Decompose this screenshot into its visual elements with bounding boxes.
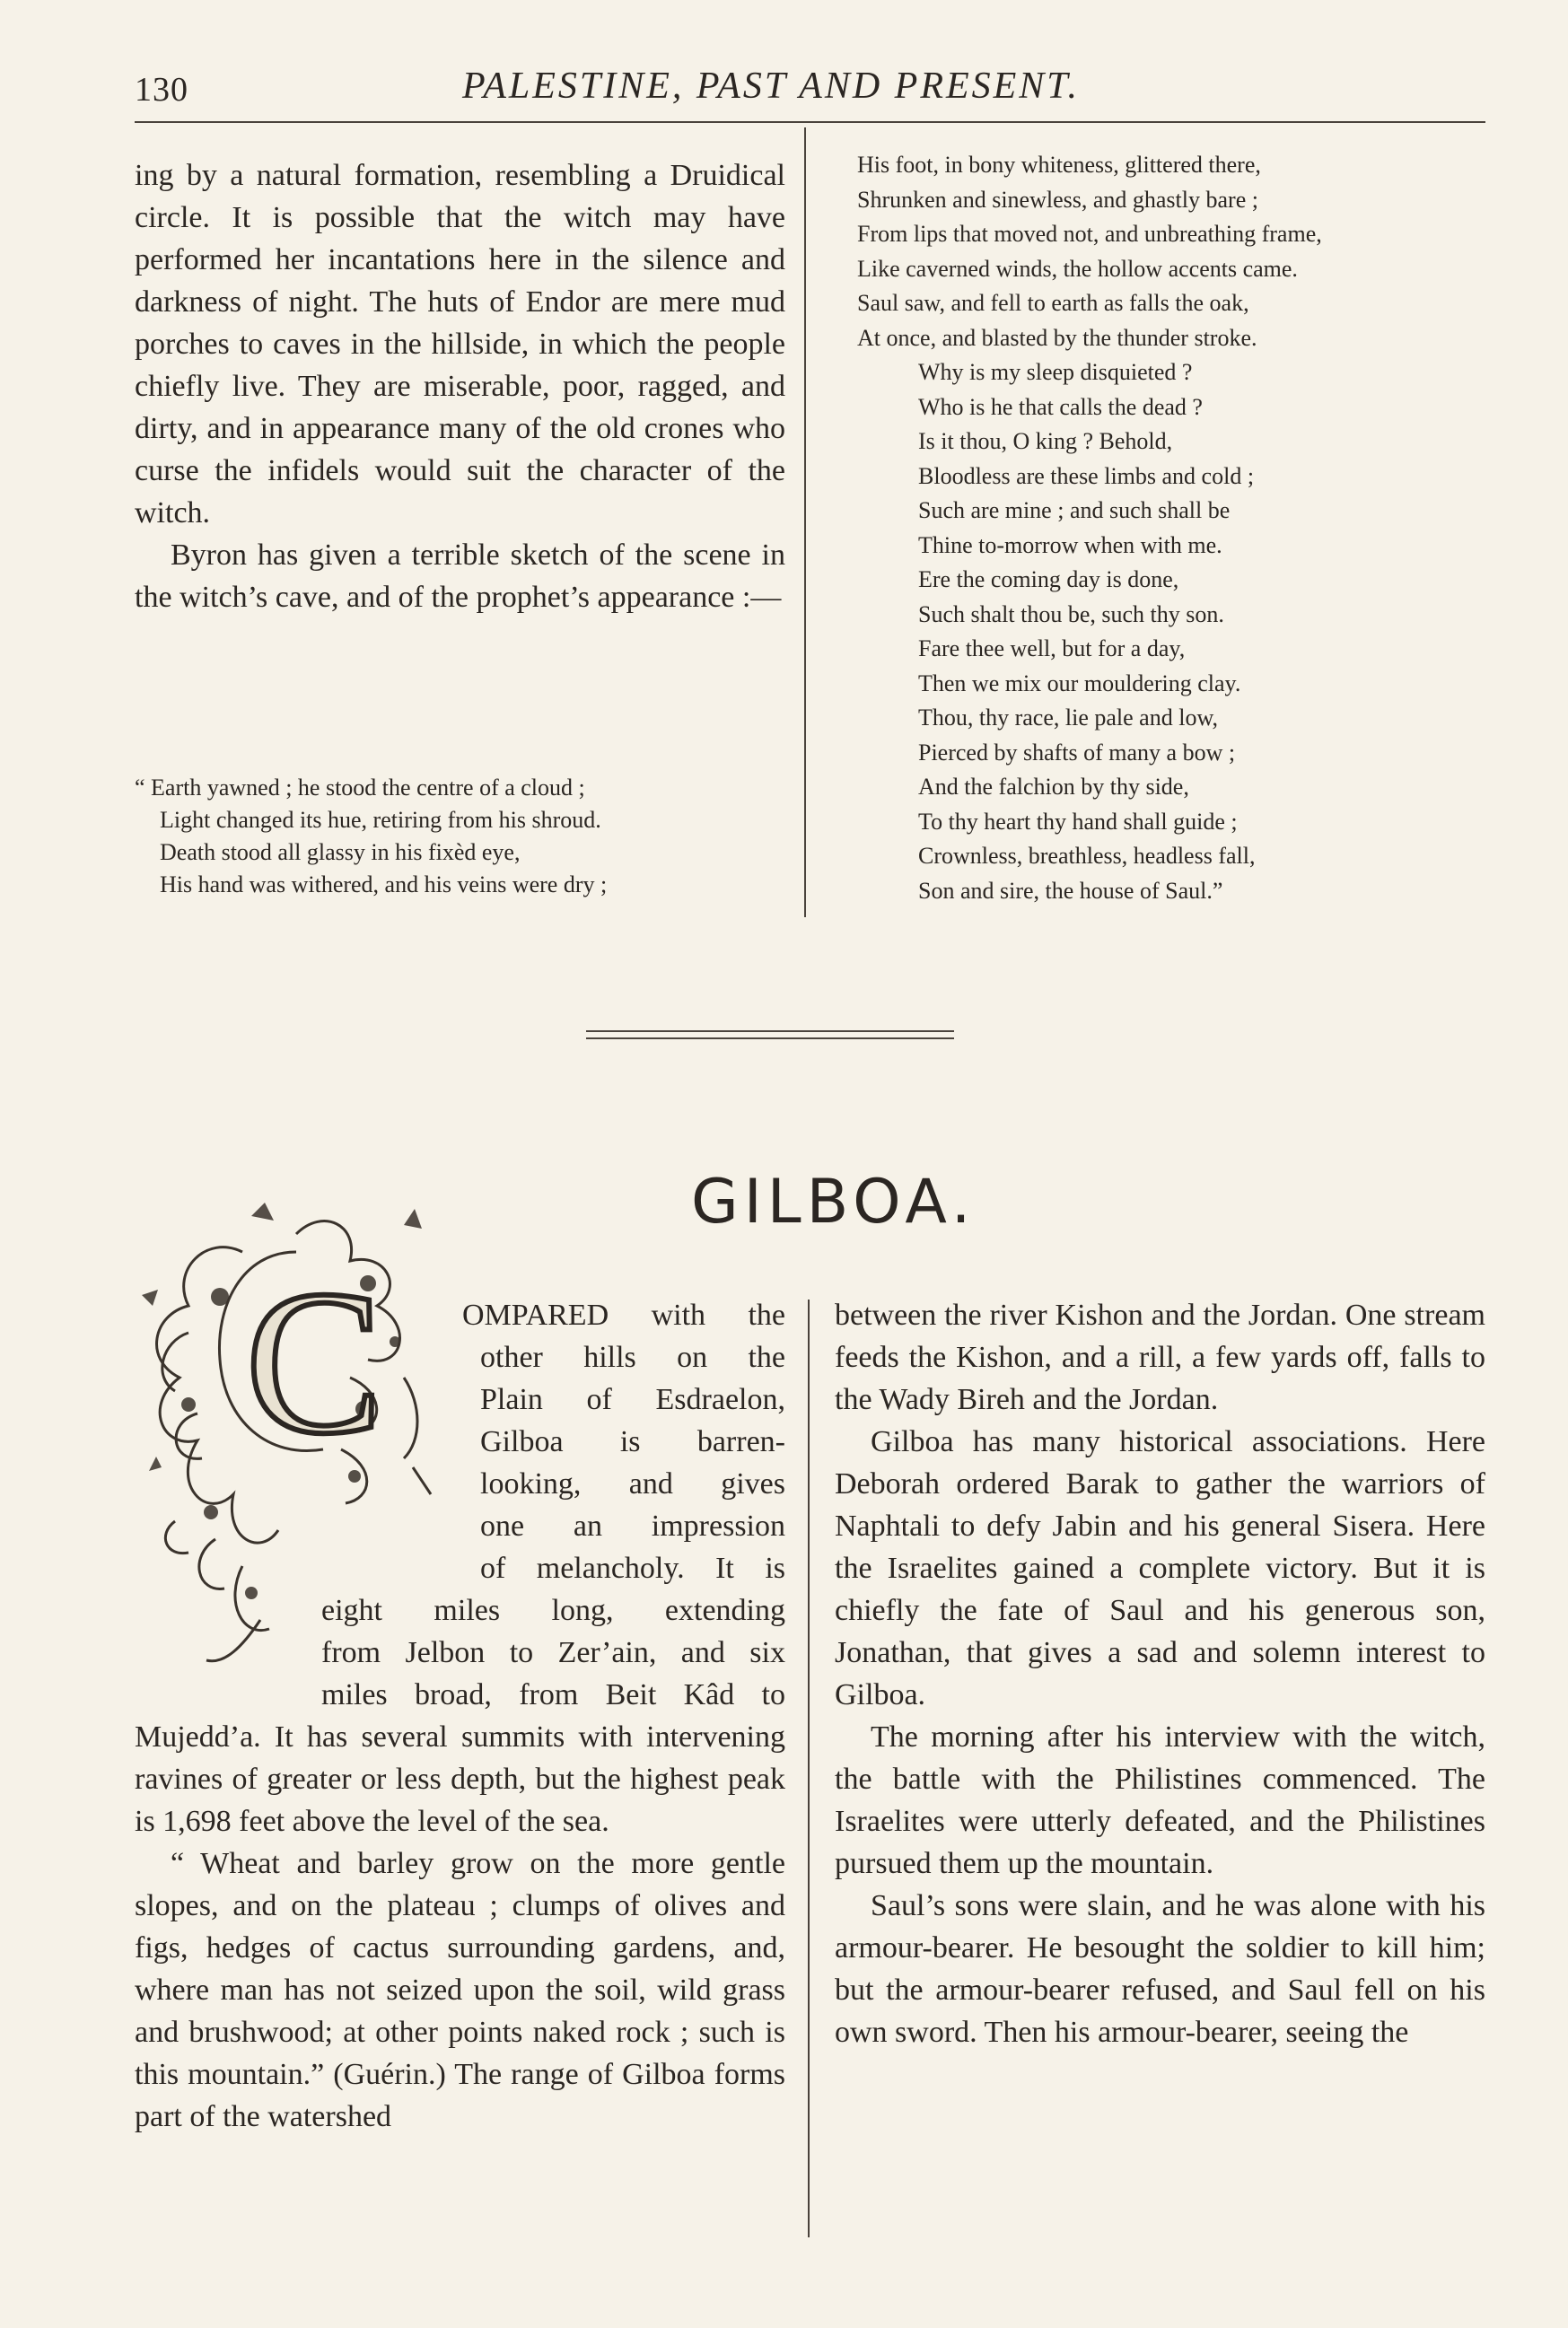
bottom-left-column	[135, 1294, 785, 2138]
poem-line: Light changed its hue, retiring from his shroud.	[160, 807, 601, 833]
text-line: one an impression	[480, 1510, 785, 1543]
column-divider-bottom	[808, 1300, 810, 2237]
page-number: 130	[135, 71, 188, 109]
top-left-column	[135, 154, 785, 618]
text-line: Gilboa is barren-	[480, 1425, 785, 1458]
paragraph-gilboa-extent: Mujedd’a. It has several summits with intervening ravines of greater or less depth, but the highest peak is 1,698 feet above the level of the sea.	[135, 1720, 785, 1838]
section-separator-bottom	[586, 1037, 954, 1039]
text-line: OMPARED with the	[462, 1299, 785, 1332]
poem-line: “ Earth yawned ; he stood the centre of a cloud ;	[135, 775, 585, 801]
text-line: other hills on the	[480, 1341, 785, 1374]
poem-line: At once, and blasted by the thunder stroke.	[857, 324, 1257, 351]
wrapped-lines-2	[135, 1589, 785, 1716]
poem-line: Death stood all glassy in his fixèd eye,	[160, 839, 521, 865]
running-title: PALESTINE, PAST AND PRESENT.	[462, 66, 1081, 107]
poem-line: His hand was withered, and his veins were dry ;	[160, 871, 608, 897]
poem-line: Is it thou, O king ? Behold,	[918, 428, 1173, 454]
poem-line: Shrunken and sinewless, and ghastly bare ;	[857, 186, 1258, 213]
section-title: GILBOA.	[691, 1167, 977, 1238]
poem-line: To thy heart thy hand shall guide ;	[918, 808, 1238, 835]
bottom-right-column	[835, 1294, 1485, 2053]
poem-line: Son and sire, the house of Saul.”	[918, 877, 1223, 904]
poem-line: Such are mine ; and such shall be	[918, 497, 1231, 523]
poem-line: Saul saw, and fell to earth as falls the oak,	[857, 290, 1249, 316]
poem-line: Ere the coming day is done,	[918, 566, 1179, 592]
text-line: of melancholy. It is	[480, 1552, 785, 1585]
poem-line: Pierced by shafts of many a bow ;	[918, 739, 1236, 766]
header-rule	[135, 121, 1485, 123]
paragraph-watershed: between the river Kishon and the Jordan. One stream feeds the Kishon, and a rill, a few yards off, falls to the Wady Bireh and the Jordan.	[835, 1299, 1485, 1416]
poem-right	[857, 148, 1485, 908]
poem-line: Crownless, breathless, headless fall,	[918, 843, 1256, 869]
wrapped-lines	[135, 1294, 785, 1589]
poem-line: Fare thee well, but for a day,	[918, 635, 1186, 661]
poem-line: Thine to-morrow when with me.	[918, 531, 1222, 558]
paragraph-associations: Gilboa has many historical associations. Here Deborah ordered Barak to gather the warriors of Naphtali to defy Jabin and his general Sisera. Here the Israelites gained a complete victory. But it is chiefly the fate of Saul and his generous son, Jonathan, that gives a sad and solemn interest to Gilboa.	[835, 1425, 1485, 1711]
column-divider-top	[804, 127, 806, 917]
paragraph-battle: The morning after his interview with the witch, the battle with the Philistines commenced. The Israelites were utterly defeated, and the Philistines pursued them up the mountain.	[835, 1720, 1485, 1880]
paragraph-endor: ing by a natural formation, resembling a Druidical circle. It is possible that the witch may have performed her incantations here in the silence and darkness of night. The huts of Endor are mere mud porches to caves in the hillside, in which the people chiefly live. They are miserable, poor, ragged, and dirty, and in appearance many of the old crones who curse the infidels would suit the character of the witch.	[135, 159, 785, 529]
text-line: from Jelbon to Zer’ain, and six	[321, 1636, 785, 1669]
poem-line: Then we mix our mouldering clay.	[918, 670, 1241, 696]
text-line: Plain of Esdraelon,	[480, 1383, 785, 1416]
section-separator-top	[586, 1030, 954, 1032]
dropcap-letter: C	[245, 1247, 383, 1476]
poem-line: Bloodless are these limbs and cold ;	[918, 462, 1255, 489]
poem-line: Why is my sleep disquieted ?	[918, 359, 1193, 385]
poem-line: Thou, thy race, lie pale and low,	[918, 705, 1219, 731]
text-line: looking, and gives	[480, 1467, 785, 1501]
poem-line: Such shalt thou be, such thy son.	[918, 600, 1224, 627]
poem-line: Like caverned winds, the hollow accents came.	[857, 255, 1298, 282]
poem-line: His foot, in bony whiteness, glittered there,	[857, 152, 1261, 178]
poem-line: Who is he that calls the dead ?	[918, 393, 1203, 420]
poem-line: And the falchion by thy side,	[918, 774, 1189, 800]
poem-left	[135, 772, 785, 901]
text-line: miles broad, from Beit Kâd to	[321, 1678, 785, 1711]
paragraph-saul-death: Saul’s sons were slain, and he was alone with his armour-bearer. He besought the soldier to kill him; but the armour-bearer refused, and Saul fell on his own sword. Then his armour-bearer, seeing the	[835, 1889, 1485, 2049]
paragraph-byron: Byron has given a terrible sketch of the scene in the witch’s cave, and of the prophet’s appearance :—	[135, 538, 785, 614]
poem-line: From lips that moved not, and unbreathing frame,	[857, 221, 1322, 247]
paragraph-guerin-quote: “ Wheat and barley grow on the more gentle slopes, and on the plateau ; clumps of olives and figs, hedges of cactus surrounding gardens, and, where man has not seized upon the soil, wild grass and brushwood; at other points naked rock ; such is this mountain.” (Guérin.) The range of Gilboa forms part of the watershed	[135, 1847, 785, 2133]
text-line: eight miles long, extending	[321, 1594, 785, 1627]
